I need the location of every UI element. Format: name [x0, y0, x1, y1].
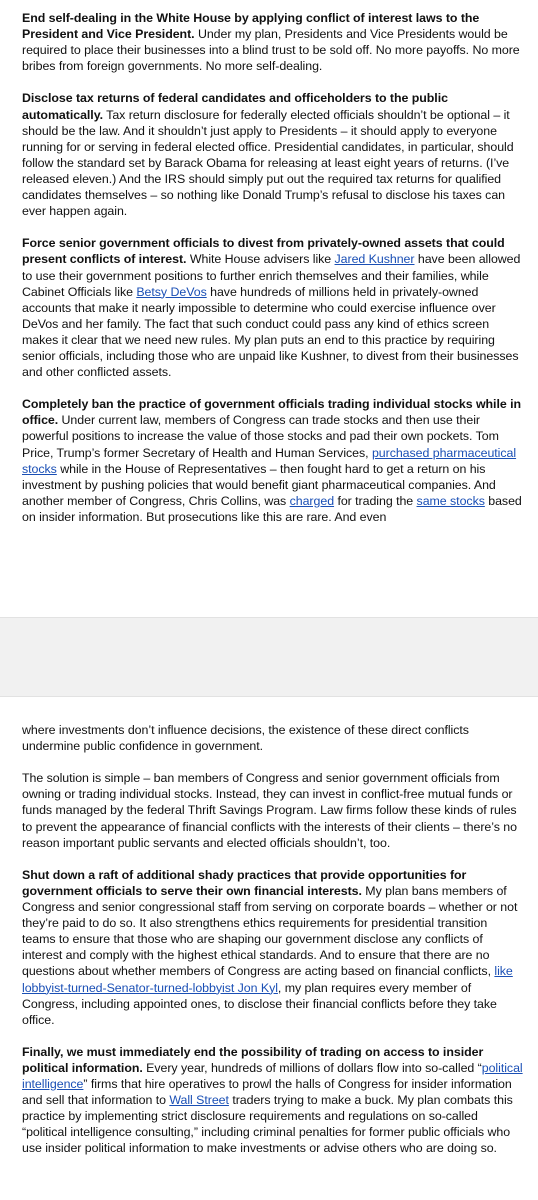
- paragraph-text: My plan bans members of Congress and senior congressional staff from serving on corporate boards – whether or not they’re paid to do so. It also strengthens ethics requirements for presidential transition teams to ensure that those who are shaping our government disclose any conflicts of interest and comply with the highest ethical standards. And to ensure that there are no questions about whether members of Congress are acting based on financial conflicts,: [22, 883, 518, 979]
- paragraph-heading: Finally, we must immediately end the possibility of trading on access to insider political information.: [22, 1044, 484, 1075]
- page-2-content: [22, 722, 524, 1173]
- paragraph-divest: [22, 235, 524, 380]
- paragraph-text: Under current law, members of Congress can trade stocks and then use their powerful positions to increase the value of those stocks and pad their own pockets. Tom Price, Trump’s former Secretary of Health and Human Services,: [22, 413, 499, 460]
- paragraph-text: have been allowed to use their government positions to further enrich themselves and their families, while Cabinet Officials like: [22, 252, 521, 299]
- link-charged[interactable]: charged: [289, 493, 335, 508]
- paragraph-text: Tax return disclosure for federally elected officials shouldn’t be optional – it should be the law. And it shouldn’t just apply to Presidents – it should apply to everyone running for or serving in federal elected office. Presidential candidates, in particular, should follow the standard set by Barack Obama for releasing at least eight years of returns. (I’ve released eleven.) And the IRS should simply put out the required tax returns for qualified candidates themselves – so nothing like Donald Trump’s refusal to disclose his taxes can ever happen again.: [22, 107, 514, 219]
- paragraph-heading: Shut down a raft of additional shady practices that provide opportunities for government officials to serve their own financial interests.: [22, 867, 467, 898]
- paragraph-text: Under my plan, Presidents and Vice Presidents would be required to place their businesses into a blind trust to be sold off. No more payoffs. No more bribes from foreign governments. No more self-dealing.: [22, 27, 520, 74]
- link-betsy-devos[interactable]: Betsy DeVos: [136, 284, 207, 299]
- link-same-stocks[interactable]: same stocks: [416, 493, 485, 508]
- page-break: [0, 617, 538, 697]
- paragraph-text: The solution is simple – ban members of Congress and senior government officials from owning or trading individual stocks. Instead, they can invest in conflict-free mutual funds or funds managed by the federal Thrift Savings Program. Law firms follow these kinds of rules to prevent the appearance of financial conflicts with the interests of their clients – there’s no reason important public servants and elected officials shouldn’t, too.: [22, 771, 517, 850]
- paragraph-heading: End self-dealing in the White House by applying conflict of interest laws to the President and Vice President.: [22, 11, 480, 42]
- document-page-2: [0, 697, 538, 1200]
- paragraph-heading: Completely ban the practice of government officials trading individual stocks while in office.: [22, 397, 521, 428]
- paragraph-text: traders trying to make a buck. My plan combats this practice by implementing strict disclosure requirements and regulations on so-called “political intelligence consulting,” including criminal penalties for former public officials who use insider political information to make investments or advise others who are doing so.: [22, 1093, 513, 1156]
- page-1-content: [22, 10, 524, 541]
- link-jared-kushner[interactable]: Jared Kushner: [334, 252, 415, 267]
- paragraph-tax-returns: [22, 90, 524, 219]
- paragraph-shady-practices: [22, 867, 524, 1028]
- paragraph-text: have hundreds of millions held in privately-owned accounts that make it nearly impossible to determine who could exercise influence over DeVos and her family. The fact that such conduct could pass any kind of ethics screen makes it clear that we need new rules. My plan puts an end to this practice by requiring senior officials, including those who are unpaid like Kushner, to divest from their businesses and other conflicted assets.: [22, 284, 519, 380]
- link-jon-kyl[interactable]: like lobbyist-turned-Senator-turned-lobbyist Jon Kyl: [22, 964, 513, 995]
- paragraph-text: for trading the: [334, 493, 417, 508]
- link-purchased-pharmaceutical-stocks[interactable]: purchased pharmaceutical stocks: [22, 445, 517, 476]
- paragraph-political-intelligence: [22, 1044, 524, 1157]
- paragraph-heading: Force senior government officials to divest from privately-owned assets that could present conflicts of interest.: [22, 236, 505, 267]
- paragraph-text: while in the House of Representatives – then fought hard to get a return on his investment by pushing policies that would benefit giant pharmaceutical companies. And another member of Congress, Chris Collins, was: [22, 461, 496, 508]
- paragraph-text: White House advisers like: [186, 252, 335, 267]
- paragraph-ban-stock-trading: [22, 396, 524, 525]
- paragraph-heading: Disclose tax returns of federal candidates and officeholders to the public automatically.: [22, 91, 448, 122]
- paragraph-continuation: [22, 722, 524, 754]
- paragraph-text: based on insider information. But prosecutions like this are rare. And even: [22, 493, 522, 524]
- link-political-intelligence[interactable]: political intelligence: [22, 1060, 523, 1092]
- paragraph-text: Every year, hundreds of millions of dollars flow into so-called “: [142, 1060, 482, 1075]
- paragraph-text: ” firms that hire operatives to prowl the halls of Congress for insider information and sell that information to: [22, 1077, 512, 1108]
- paragraph-text: , my plan requires every member of Congress, including appointed ones, to disclose their financial conflicts before they take office.: [22, 980, 497, 1027]
- paragraph-solution: [22, 770, 524, 850]
- paragraph-text: where investments don’t influence decisions, the existence of these direct conflicts undermine public confidence in government.: [22, 723, 469, 754]
- paragraph-blind-trust: [22, 10, 524, 74]
- link-wall-street[interactable]: Wall Street: [169, 1093, 229, 1108]
